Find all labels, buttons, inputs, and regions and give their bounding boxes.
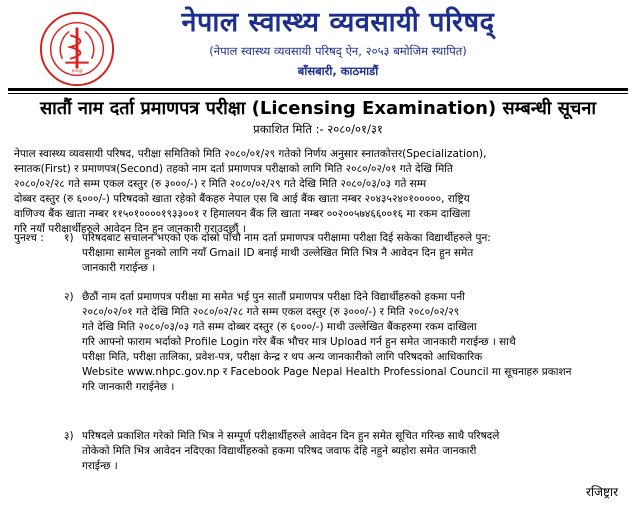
establishment-line: (नेपाल स्वास्थ्य व्यवसायी परिषद् ऐन, २०५३ बमोजिम स्थापित): [209, 44, 467, 58]
note-line: गराईन्छ ।: [82, 460, 118, 472]
council-logo: [38, 10, 116, 88]
organization-name: नेपाल स्वास्थ्य व्यवसायी परिषद्: [181, 7, 495, 38]
paragraph-line: स्नातक(First) र प्रमाणपत्र(Second) तहको नाम दर्ता प्रमाणपत्र परीक्षाको लागि मिति २०८०/०२/०१ गते देखि मिति: [14, 163, 453, 175]
paragraph-line: दोब्बर दस्तुर (रु ६०००/-) परिषदको खाता रहेको बैंकहरु नेपाल एस बि आई बैंक खाता नम्बर २०४३५२४०१०००००, राष्ट्रिय: [14, 193, 470, 205]
postscript-label: पुनश्च :: [14, 232, 44, 244]
note-line: गरि जानकारी गराईनेछ ।: [82, 381, 175, 393]
note-line: छैठौं नाम दर्ता प्रमाणपत्र परीक्षा मा समेत भई पुन सातौं प्रमाणपत्र परीक्षा दिने विद्यार्थीहरुको हकमा पनी: [82, 291, 465, 303]
note-line: परीक्षामा सामेल हुनको लागि नयाँ Gmail ID बनाई माथी उल्लेखित मिति भित्र नै आवेदन दिन हुन समेत: [82, 247, 474, 259]
paragraph-line: २०८०/०२/२८ गते सम्म एकल दस्तुर (रु ३०००/-) र मिति २०८०/०२/२९ गते देखि मिति २०८०/०३/०३ गते सम्म: [14, 178, 427, 190]
header-divider-thin: [8, 93, 628, 94]
organization-address: बाँसबारी, काठमाडौं: [297, 64, 379, 78]
published-date: प्रकाशित मिति :- २०८०/०१/३१: [253, 122, 383, 136]
registrar-signature: रजिष्ट्रार: [586, 485, 618, 499]
note-number: २): [64, 291, 74, 303]
notice-title: सातौं नाम दर्ता प्रमाणपत्र परीक्षा (Licensing Examination) सम्बन्धी सूचना: [40, 98, 596, 119]
note-line: परिषदले प्रकाशित गरेको मिति भित्र ने सम्पूर्ण परीक्षार्थीहरुले आवेदन दिन हुन समेत सूचित गरिन्छ साथै परिषदले: [82, 430, 500, 442]
note-line: परीक्षा मिति, परीक्षा तालिका, प्रवेश-पत्र, परीक्षा केन्द्र र थप अन्य जानकारीको लागि परिषदको आधिकारिक: [82, 351, 483, 363]
note-line: २०८०/०२/०१ गते देखि मिति २०८०/०२/२८ गते सम्म एकल दस्तुर (रु ३०००/-) र मिति २०८०/०२/२९: [82, 306, 460, 318]
paragraph-line: नेपाल स्वास्थ्य व्यवसायी परिषद, परीक्षा समितिको मिति २०८०/०१/२९ गतेको निर्णय अनुसार स्नातकोत्तर(Specialization),: [14, 148, 487, 160]
logo-year: २०५३: [71, 68, 83, 75]
note-number: १): [64, 232, 74, 244]
paragraph-line: गरि नयाँ परीक्षार्थीहरुले आवेदन दिन हुन जानकारी गराउदछौं ।: [14, 223, 246, 235]
note-line: गते देखि मिति २०८०/०३/०३ गते सम्म दोब्बर दस्तुर (रु ६०००/-) माथी उल्लेखित बैंकहरुमा रकम दाखिला: [82, 321, 477, 333]
note-number: ३): [64, 430, 74, 442]
note-line: Website www.nhpc.gov.np र Facebook Page Nepal Health Professional Council मा सूचनाहरु प्रकाशन: [82, 366, 572, 378]
header-divider: [8, 88, 628, 91]
note-line: गरि आफ्नो फाराम भर्दाको Profile Login गरेर बैंक भौचर मात्र Upload गर्न हुन समेत जानकारी गराईन्छ । साथै: [82, 336, 516, 348]
paragraph-line: वाणिज्य बैंक खाता नम्बर ११५०१००००१९३३००१ र हिमालयन बैंक लि खाता नम्बर ००२००५७४६६००१६ मा रकम दाखिला: [14, 208, 471, 220]
note-line: तोकेको मिति भित्र आवेदन नदिएका विद्यार्थीहरुको हकमा परिषद जवाफ देहि नहुने ब्यहोरा समेत जानकारी: [82, 445, 477, 457]
note-line: जानकारी गराईन्छ ।: [82, 262, 156, 274]
main-paragraph: [14, 147, 622, 237]
note-line: परिषदबाट सचालन भएको एक दोस्रो पाँचौ नाम दर्ता प्रमाणपत्र परीक्षामा परीक्षा दिई सकेका विद्यार्थीहरुले पुन:: [82, 232, 491, 244]
